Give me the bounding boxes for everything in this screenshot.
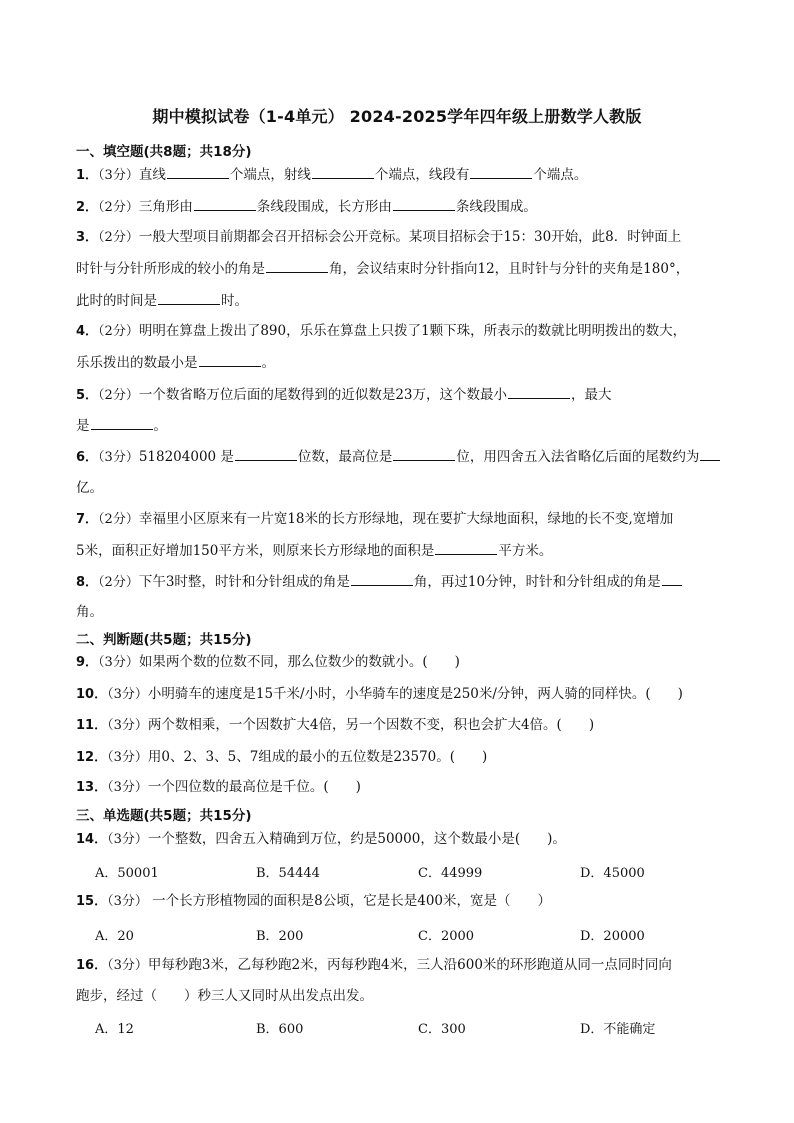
question-text: 甲每秒跑3米，乙每秒跑2米，丙每秒跑4米，三人沿600米的环形跑道从同一点同时同向 (147, 957, 672, 973)
question-text: 时。 (221, 293, 248, 309)
option-d[interactable]: D．不能确定 (580, 1022, 656, 1037)
question-text: 个端点。 (533, 167, 588, 183)
question-number: 16． (76, 958, 108, 973)
question-score: （3分） (107, 750, 148, 765)
question-text: 个端点，射线 (229, 167, 311, 183)
question-text: 直线 (138, 167, 166, 183)
question-13 (76, 777, 361, 798)
question-text: 位数，最高位是 (297, 449, 393, 465)
question-7-line-2 (76, 540, 552, 561)
question-text: 三角形由 (138, 199, 193, 215)
question-text: 用0、2、3、5、7组成的最小的五位数是23570。( ) (147, 749, 488, 765)
question-text: 明明在算盘上拨出了890，乐乐在算盘上只拨了1颗下珠，所表示的数就比明明拨出的数大， (138, 323, 687, 339)
question-text: 两个数相乘，一个因数扩大4倍，另一个因数不变，积也会扩大4倍。( ) (147, 717, 595, 733)
answer-blank[interactable] (700, 446, 720, 461)
answer-blank[interactable] (167, 164, 229, 179)
option-d[interactable]: D．20000 (580, 929, 645, 944)
question-5-line-1 (76, 384, 612, 406)
question-score: （2分） (98, 200, 139, 215)
question-text: 518204000 是 (138, 449, 234, 465)
question-text: 跑步，经过（ ）秒三人又同时从出发点出发。 (76, 988, 373, 1004)
question-number: 9． (76, 655, 99, 670)
question-7-line-1 (76, 509, 673, 530)
answer-blank[interactable] (194, 196, 256, 211)
question-text: 一个整数，四舍五入精确到万位，约是50000，这个数最小是( )。 (147, 831, 566, 847)
question-9 (76, 652, 460, 673)
question-text: 条线段围成，长方形由 (256, 199, 392, 215)
question-text: 一个长方形植物园的面积是8公顷，它是长是400米，宽是（ ） (147, 893, 552, 909)
question-text: 时针与分针所形成的较小的角是 (76, 261, 265, 277)
question-number: 13． (76, 780, 108, 795)
question-text: 亿。 (76, 480, 103, 496)
section-heading-fill-in: 一、填空题(共8题；共18分) (76, 144, 252, 160)
question-number: 2． (76, 200, 99, 215)
answer-blank[interactable] (91, 415, 153, 430)
question-score: （3分） (107, 894, 148, 909)
answer-blank[interactable] (393, 446, 455, 461)
question-text: 小明骑车的速度是15千米/小时，小华骑车的速度是250米/分钟，两人骑的同样快。( ) (147, 686, 683, 702)
answer-blank[interactable] (435, 540, 497, 555)
option-a[interactable]: A．12 (95, 1022, 134, 1037)
question-text: 个端点，线段有 (374, 167, 470, 183)
question-text: 幸福里小区原来有一片宽18米的长方形绿地，现在要扩大绿地面积，绿地的长不变,宽增加 (138, 511, 674, 527)
answer-blank[interactable] (508, 384, 570, 399)
question-text: 。 (261, 355, 275, 371)
answer-blank[interactable] (266, 258, 328, 273)
question-number: 6． (76, 450, 99, 465)
exam-title: 期中模拟试卷（1-4单元） 2024-2025学年四年级上册数学人教版 (152, 107, 642, 126)
question-number: 8． (76, 575, 99, 590)
answer-blank[interactable] (199, 352, 261, 367)
question-text: 5米，面积正好增加150平方米，则原来长方形绿地的面积是 (76, 543, 435, 559)
option-b[interactable]: B．200 (256, 929, 304, 944)
question-score: （2分） (98, 512, 139, 527)
answer-blank[interactable] (393, 196, 455, 211)
question-8-line-2 (76, 602, 103, 622)
question-score: （3分） (107, 718, 148, 733)
question-3-line-2 (76, 258, 689, 279)
question-number: 11． (76, 718, 108, 733)
question-score: （2分） (98, 388, 139, 403)
question-number: 14． (76, 832, 108, 847)
question-score: （2分） (98, 575, 139, 590)
section-heading-multiple-choice: 三、单选题(共5题；共15分) (76, 808, 252, 824)
question-text: 是 (76, 418, 90, 434)
question-12 (76, 747, 487, 768)
question-text: 乐乐拨出的数最小是 (76, 355, 198, 371)
question-number: 1． (76, 168, 99, 183)
question-number: 10． (76, 687, 108, 702)
option-c[interactable]: C．44999 (418, 866, 483, 881)
question-text: 条线段围成。 (455, 199, 537, 215)
question-1 (76, 164, 587, 186)
question-text: ，最大 (571, 387, 612, 403)
question-number: 7． (76, 512, 99, 527)
question-number: 4． (76, 324, 99, 339)
question-14 (76, 829, 566, 850)
question-number: 5． (76, 388, 99, 403)
option-a[interactable]: A．20 (95, 929, 134, 944)
section-heading-true-false: 二、判断题(共5题；共15分) (76, 632, 252, 648)
answer-blank[interactable] (470, 164, 532, 179)
question-score: （3分） (107, 780, 148, 795)
question-text: 此时的时间是 (76, 293, 157, 309)
question-text: 一般大型项目前期都会召开招标会公开竞标。某项目招标会于15：30开始，此8．时钟面上 (138, 229, 682, 245)
question-score: （3分） (98, 450, 139, 465)
question-10 (76, 684, 683, 705)
option-c[interactable]: C．2000 (418, 929, 475, 944)
question-text: 角。 (76, 604, 103, 620)
answer-blank[interactable] (351, 571, 413, 586)
question-text: 一个四位数的最高位是千位。( ) (147, 779, 361, 795)
question-6-line-1 (76, 446, 721, 468)
answer-blank[interactable] (158, 290, 220, 305)
question-number: 3． (76, 230, 99, 245)
option-d[interactable]: D．45000 (580, 866, 645, 881)
question-score: （3分） (107, 832, 148, 847)
question-score: （3分） (98, 168, 139, 183)
question-text: 如果两个数的位数不同，那么位数少的数就小。( ) (138, 654, 460, 670)
question-2 (76, 196, 537, 218)
question-4-line-1 (76, 321, 686, 342)
question-text: 平方米。 (498, 543, 553, 559)
answer-blank[interactable] (662, 571, 682, 586)
question-6-line-2 (76, 478, 103, 498)
question-4-line-2 (76, 352, 275, 373)
question-text: 下午3时整，时针和分针组成的角是 (138, 574, 350, 590)
question-number: 12． (76, 750, 108, 765)
question-score: （2分） (98, 324, 139, 339)
question-text: 。 (153, 418, 167, 434)
question-8-line-1 (76, 571, 683, 593)
question-text: 角，再过10分钟，时针和分针组成的角是 (413, 574, 661, 590)
question-3-line-3 (76, 290, 248, 311)
question-3-line-1 (76, 227, 681, 248)
question-score: （3分） (107, 687, 148, 702)
question-score: （3分） (98, 655, 139, 670)
question-text: 角，会议结束时分针指向12，且时针与分针的夹角是180°， (329, 261, 690, 277)
question-score: （2分） (98, 230, 139, 245)
option-b[interactable]: B．54444 (256, 866, 320, 881)
answer-blank[interactable] (312, 164, 374, 179)
question-score: （3分） (107, 958, 148, 973)
option-c[interactable]: C．300 (418, 1022, 466, 1037)
question-5-line-2 (76, 415, 167, 436)
question-number: 15． (76, 894, 108, 909)
answer-blank[interactable] (235, 446, 297, 461)
question-16-line-2 (76, 986, 373, 1006)
question-15 (76, 891, 551, 912)
option-b[interactable]: B．600 (256, 1022, 304, 1037)
question-16-line-1 (76, 955, 672, 976)
question-text: 位，用四舍五入法省略亿后面的尾数约为 (456, 449, 700, 465)
question-11 (76, 715, 594, 736)
question-text: 一个数省略万位后面的尾数得到的近似数是23万，这个数最小 (138, 387, 508, 403)
option-a[interactable]: A．50001 (95, 866, 159, 881)
